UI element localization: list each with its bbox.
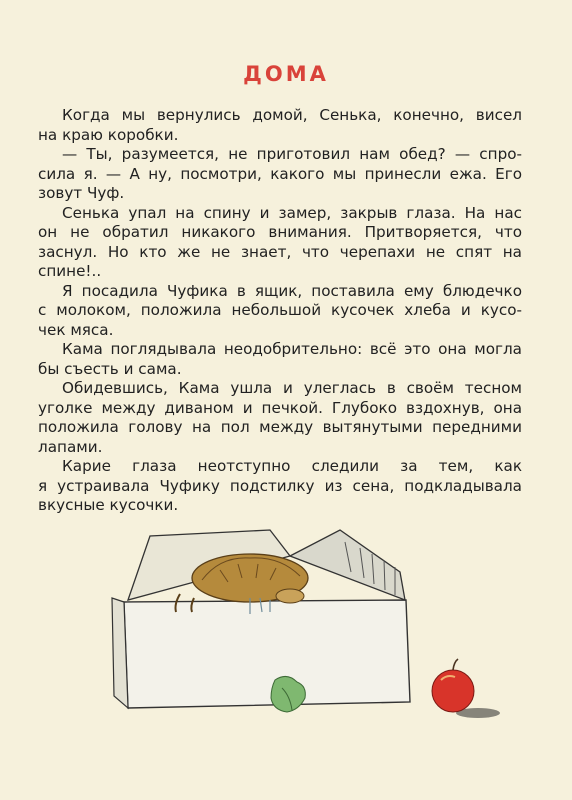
text-line: заснул. Но кто же не знает, что черепахи не спят на xyxy=(38,242,522,261)
text-line: сила я. — А ну, посмотри, какого мы принесли ежа. Его xyxy=(38,164,522,183)
text-line: Когда мы вернулись домой, Сенька, конечно, висел xyxy=(62,106,522,124)
text-line: чек мяса. xyxy=(38,320,114,339)
text-line: Сенька упал на спину и замер, закрыв глаза. На нас xyxy=(62,203,522,222)
text-line: лапами. xyxy=(38,437,103,456)
text-line: вкусные кусочки. xyxy=(38,496,179,514)
text-line: на краю коробки. xyxy=(38,125,179,144)
page-title: ДОМА xyxy=(243,62,329,86)
text-line: Я посадила Чуфика в ящик, поставила ему блюдечко xyxy=(62,281,522,300)
text-line: положила голову на пол между вытянутыми передними xyxy=(38,418,522,436)
text-line: Карие глаза неотступно следили за тем, как xyxy=(62,457,522,475)
text-line: уголке между диваном и печкой. Глубоко вздохнув, она xyxy=(38,398,522,417)
text-line: — Ты, разумеется, не приготовил нам обед? — спро- xyxy=(62,145,522,163)
text-line: зовут Чуф. xyxy=(38,184,125,202)
text-line: спине!.. xyxy=(38,262,102,280)
apple-drawing xyxy=(432,659,500,718)
box-illustration xyxy=(110,520,510,725)
text-line: он не обратил никакого внимания. Притворяется, что xyxy=(38,223,522,241)
text-line: Обидевшись, Кама ушла и улеглась в своём тесном xyxy=(62,379,522,397)
text-line: с молоком, положила небольшой кусочек хлеба и кусо- xyxy=(38,301,522,319)
text-line: бы съесть и сама. xyxy=(38,359,182,378)
story-text xyxy=(38,106,522,516)
text-line: я устраивала Чуфику подстилку из сена, подкладывала xyxy=(38,476,522,495)
text-line: Кама поглядывала неодобрительно: всё это она могла xyxy=(62,340,522,358)
